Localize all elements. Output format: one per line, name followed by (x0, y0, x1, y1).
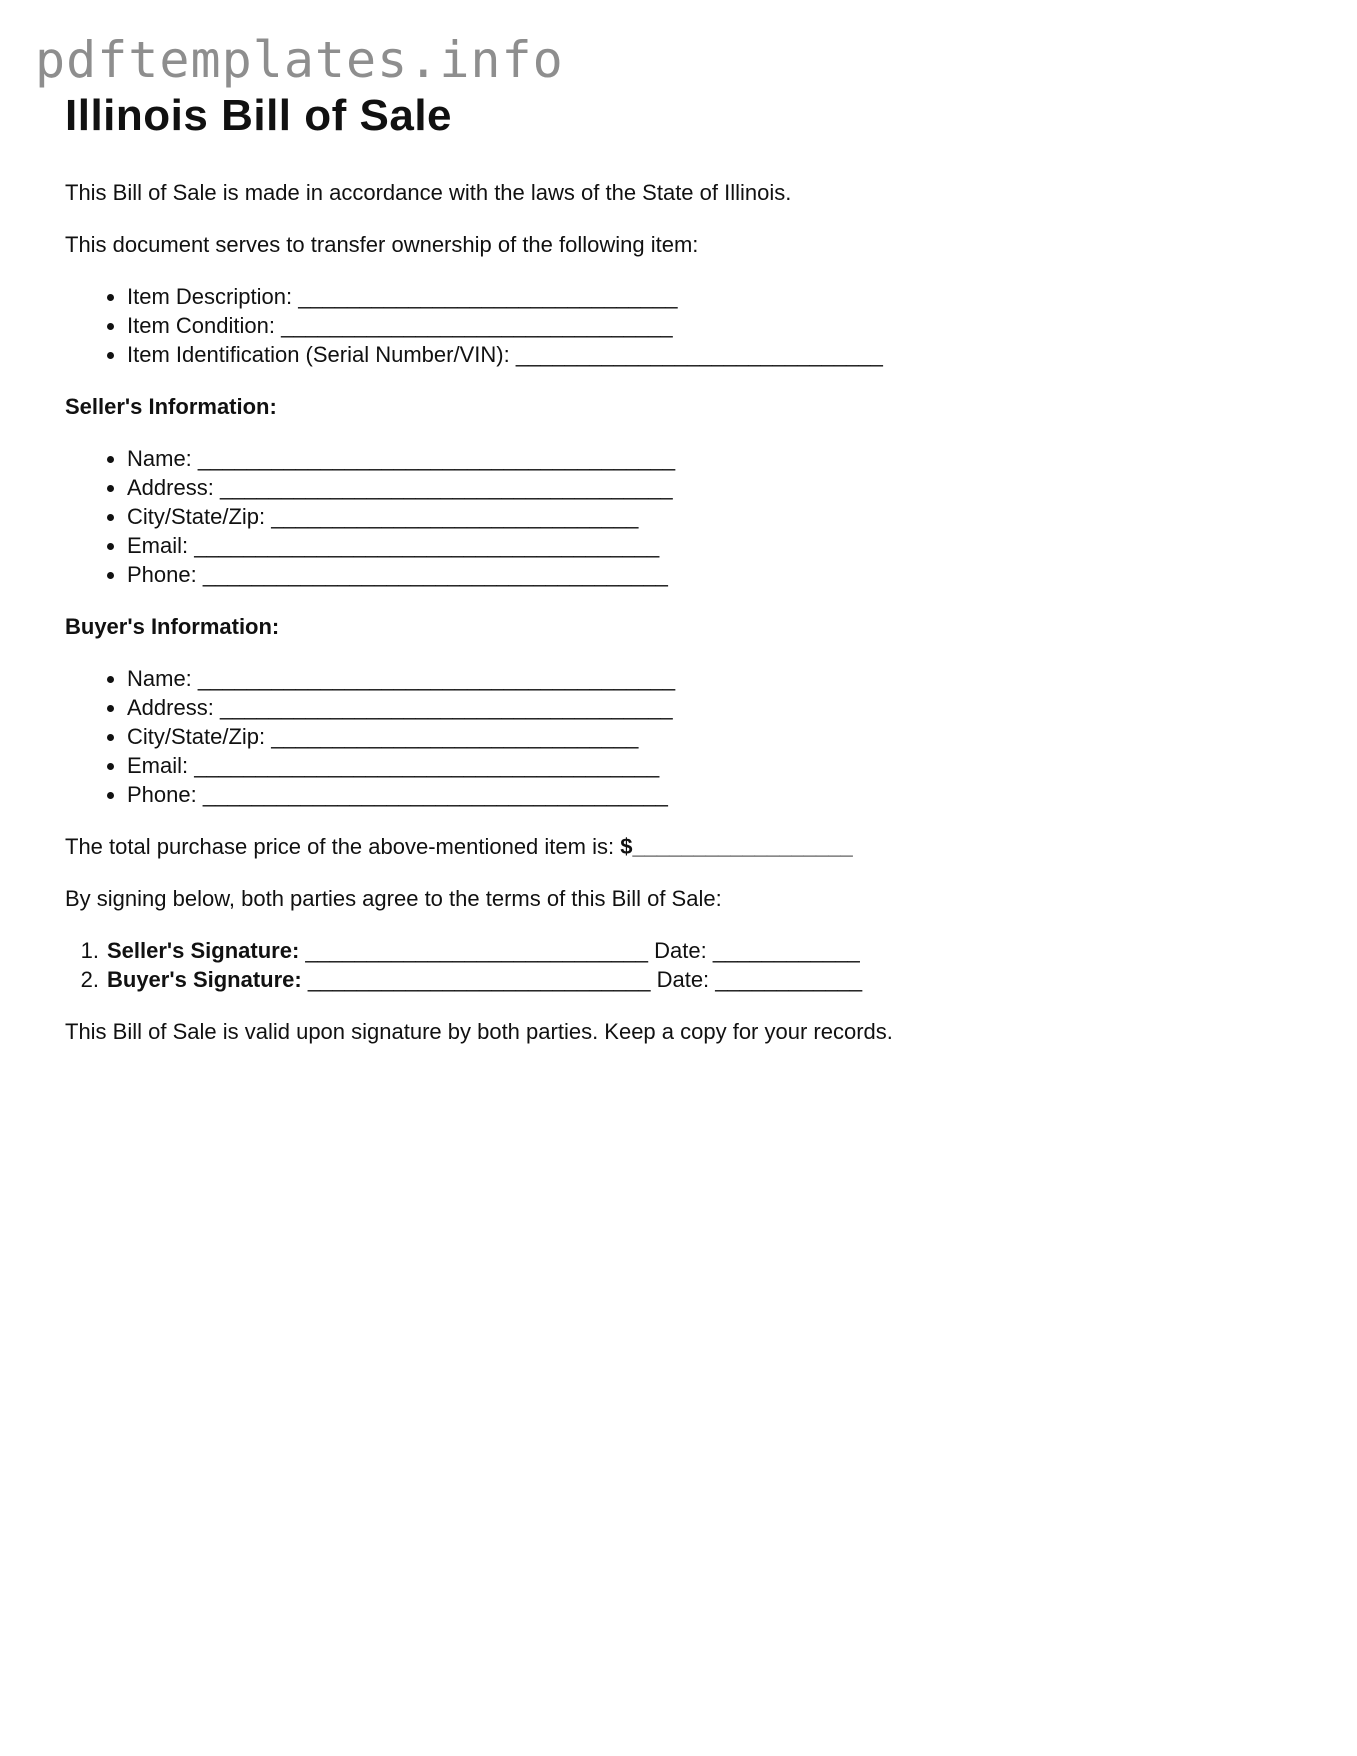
blank-line: _______________________________________ (197, 666, 676, 691)
document-title: Illinois Bill of Sale (65, 91, 453, 140)
blank-line: _______________________________________ (197, 446, 676, 471)
blank-line: _____________________________________ (219, 695, 673, 720)
list-item-buyer-name (127, 664, 1292, 693)
signature-blank-line: ____________________________ (305, 938, 649, 963)
blank-line: ______________________________ (271, 724, 639, 749)
buyer-information-heading: Buyer's Information: (65, 614, 280, 639)
field-label: City/State/Zip: (127, 724, 266, 749)
field-label: Email: (127, 533, 189, 558)
date-blank-line: ____________ (712, 938, 860, 963)
list-item-seller-address (127, 473, 1292, 502)
purchase-price-paragraph (65, 832, 1292, 861)
seller-fields-list (65, 444, 1292, 589)
list-number: 2. (80, 967, 99, 992)
date-blank-line: ____________ (715, 967, 863, 992)
validity-footer-paragraph: This Bill of Sale is valid upon signature by both parties. Keep a copy for your records. (65, 1019, 893, 1044)
field-label: Name: (127, 666, 192, 691)
signatures-list (65, 936, 1292, 994)
blank-line: ______________________________ (515, 342, 883, 367)
blank-line: ________________________________ (281, 313, 673, 338)
site-logo: pdftemplates.info (35, 31, 564, 89)
field-label: Item Description: (127, 284, 293, 309)
blank-line: _______________________________ (298, 284, 678, 309)
list-item-identification (127, 340, 1292, 369)
list-item-seller-name (127, 444, 1292, 473)
signature-row-content (107, 936, 860, 965)
blank-line: ______________________________ (271, 504, 639, 529)
list-item-seller-phone (127, 560, 1292, 589)
agreement-paragraph: By signing below, both parties agree to the terms of this Bill of Sale: (65, 886, 722, 911)
list-number: 1. (80, 938, 99, 963)
list-item-condition (127, 311, 1292, 340)
list-item-buyer-citystatezip (127, 722, 1292, 751)
price-blank-line: __________________ (632, 834, 853, 859)
signature-label: Seller's Signature: (107, 938, 300, 963)
field-label: Item Identification (Serial Number/VIN): (127, 342, 510, 367)
purchase-price-text: The total purchase price of the above-mentioned item is: (65, 834, 615, 859)
seller-information-heading: Seller's Information: (65, 394, 277, 419)
blank-line: ______________________________________ (202, 782, 668, 807)
blank-line: ______________________________________ (194, 533, 660, 558)
buyer-signature-row (65, 965, 1292, 994)
field-label: Phone: (127, 782, 197, 807)
list-item-buyer-address (127, 693, 1292, 722)
buyer-fields-list (65, 664, 1292, 809)
field-label: City/State/Zip: (127, 504, 266, 529)
list-item-seller-email (127, 531, 1292, 560)
signature-label: Buyer's Signature: (107, 967, 302, 992)
currency-symbol: $ (620, 834, 633, 859)
item-details-list (65, 282, 1292, 369)
field-label: Email: (127, 753, 189, 778)
blank-line: ______________________________________ (194, 753, 660, 778)
field-label: Address: (127, 475, 214, 500)
field-label: Item Condition: (127, 313, 275, 338)
field-label: Address: (127, 695, 214, 720)
intro-paragraph-1: This Bill of Sale is made in accordance with the laws of the State of Illinois. (65, 180, 792, 205)
signature-blank-line: ____________________________ (307, 967, 651, 992)
blank-line: _____________________________________ (219, 475, 673, 500)
date-label: Date: (654, 938, 707, 963)
field-label: Name: (127, 446, 192, 471)
date-label: Date: (656, 967, 710, 992)
signature-row-content (107, 965, 862, 994)
field-label: Phone: (127, 562, 197, 587)
list-item-buyer-phone (127, 780, 1292, 809)
seller-signature-row (65, 936, 1292, 965)
intro-paragraph-2: This document serves to transfer ownership of the following item: (65, 232, 699, 257)
list-item-description (127, 282, 1292, 311)
list-item-seller-citystatezip (127, 502, 1292, 531)
blank-line: ______________________________________ (202, 562, 668, 587)
list-item-buyer-email (127, 751, 1292, 780)
